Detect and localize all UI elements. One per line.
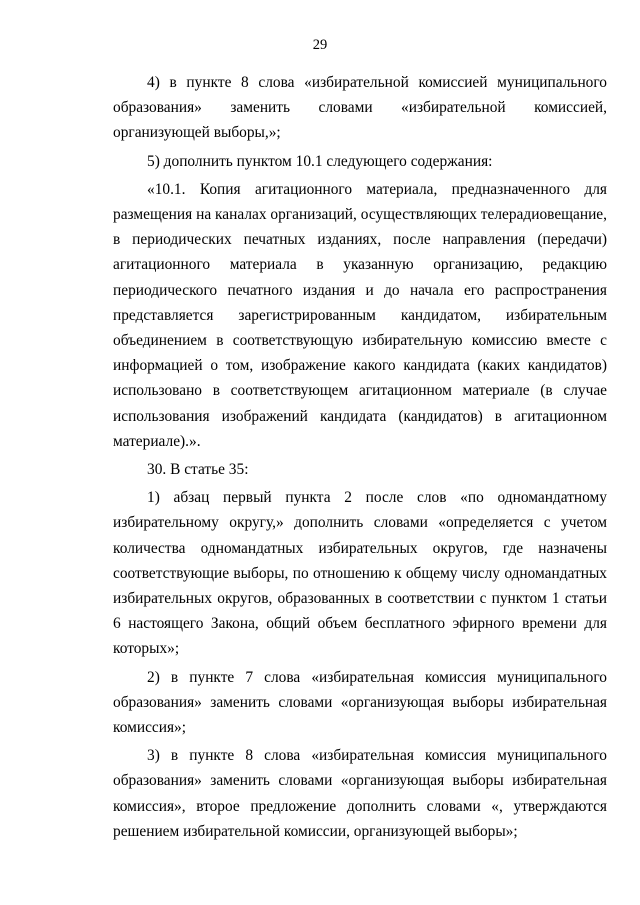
document-body	[113, 70, 607, 844]
paragraph-item-1: 1) абзац первый пункта 2 после слов «по одномандатному избирательному округу,» дополнить словами «определяется с учетом количества одномандатных избирательных округов, где назначены соответствующие выборы, по отношению к общему числу одномандатных избирательных округов, образованных в соответствии с пунктом 1 статьи 6 настоящего Закона, общий объем бесплатного эфирного времени для которых»;	[113, 489, 607, 658]
paragraph-item-3: 3) в пункте 8 слова «избирательная комиссия муниципального образования» заменить словами «организующая выборы избирательная комиссия», второе предложение дополнить словами «, утверждаются решением избирательной комиссии, организующей выборы»;	[113, 747, 607, 840]
paragraph-article-35-heading: 30. В статье 35:	[147, 461, 249, 479]
paragraph-item-2: 2) в пункте 7 слова «избирательная комиссия муниципального образования» заменить словами «организующая выборы избирательная комиссия»;	[113, 668, 607, 737]
paragraph-item-4: 4) в пункте 8 слова «избирательной комиссией муниципального образования» заменить словами «избирательной комиссией, организующей выборы,»;	[113, 74, 607, 142]
paragraph-quoted-10-1: «10.1. Копия агитационного материала, предназначенного для размещения на каналах организаций, осуществляющих телерадиовещание, в периодических печатных изданиях, после направления (передачи) агитационного материала в указанную организацию, редакцию периодического печатного издания и до начала его распространения представляется зарегистрированным кандидатом, избирательным объединением в соответствующую избирательную комиссию вместе с информацией о том, изображение какого кандидата (каких кандидатов) использовано в соответствующем агитационном материале (в случае использования изображений кандидата (кандидатов) в агитационном материале).».	[113, 180, 607, 450]
paragraph-item-5: 5) дополнить пунктом 10.1 следующего содержания:	[147, 152, 493, 170]
page-number: 29	[312, 37, 328, 53]
